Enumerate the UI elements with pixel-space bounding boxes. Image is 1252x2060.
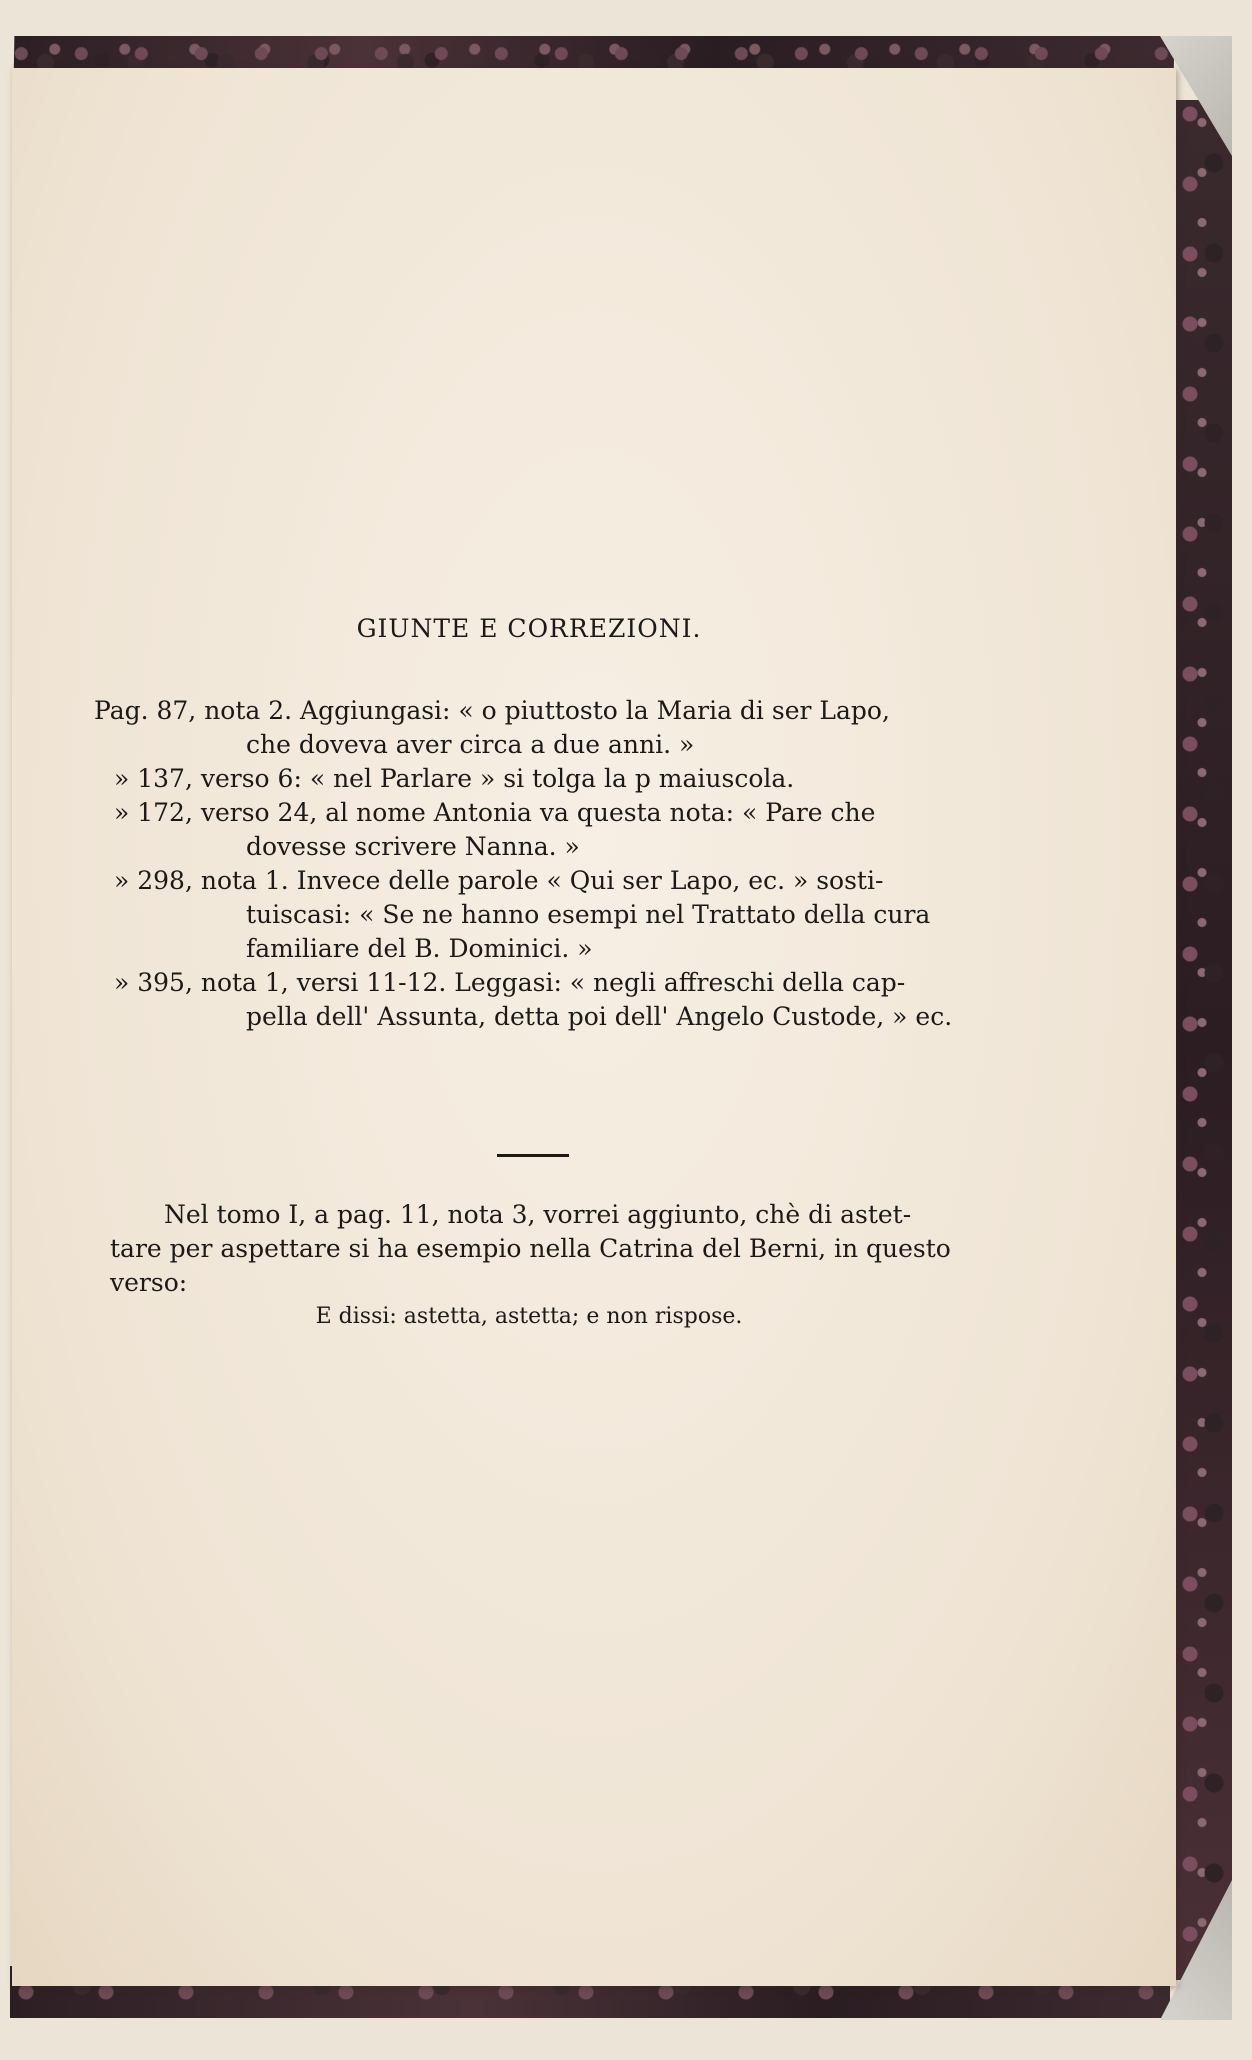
entry-line: » 172, verso 24, al nome Antonia va questa nota: « Pare che	[114, 798, 876, 827]
additional-note	[110, 1198, 974, 1300]
correction-entry	[94, 694, 974, 762]
note-line: verso:	[110, 1268, 188, 1297]
entry-line: » 298, nota 1. Invece delle parole « Qui ser Lapo, ec. » sosti-	[114, 866, 884, 895]
note-line: tare per aspettare si ha esempio nella Catrina del Berni, in questo	[110, 1234, 951, 1263]
entry-line: Pag. 87, nota 2. Aggiungasi: « o piuttosto la Maria di ser Lapo,	[94, 696, 890, 725]
entry-line: che doveva aver circa a due anni. »	[246, 730, 695, 759]
entry-line: pella dell' Assunta, detta poi dell' Angelo Custode, » ec.	[246, 1002, 953, 1031]
entry-line: » 395, nota 1, versi 11-12. Leggasi: « negli affreschi della cap-	[114, 968, 906, 997]
entry-line: » 137, verso 6: « nel Parlare » si tolga la p maiuscola.	[114, 764, 795, 793]
entry-line: tuiscasi: « Se ne hanno esempi nel Trattato della cura	[246, 900, 931, 929]
cover-board-right	[1172, 100, 1232, 1980]
paper-page	[12, 68, 1176, 1986]
section-divider	[497, 1154, 569, 1157]
correction-entry	[94, 966, 974, 1034]
page-title: GIUNTE E CORREZIONI.	[356, 614, 702, 643]
entry-line: familiare del B. Dominici. »	[246, 934, 593, 963]
note-line: Nel tomo I, a pag. 11, nota 3, vorrei aggiunto, chè di astet-	[164, 1200, 912, 1229]
correction-entry	[94, 762, 974, 796]
quoted-verse: E dissi: astetta, astetta; e non rispose.	[315, 1304, 743, 1329]
corrections-list	[94, 694, 974, 1034]
correction-entry	[94, 796, 974, 864]
entry-line: dovesse scrivere Nanna. »	[246, 832, 580, 861]
correction-entry	[94, 864, 974, 966]
